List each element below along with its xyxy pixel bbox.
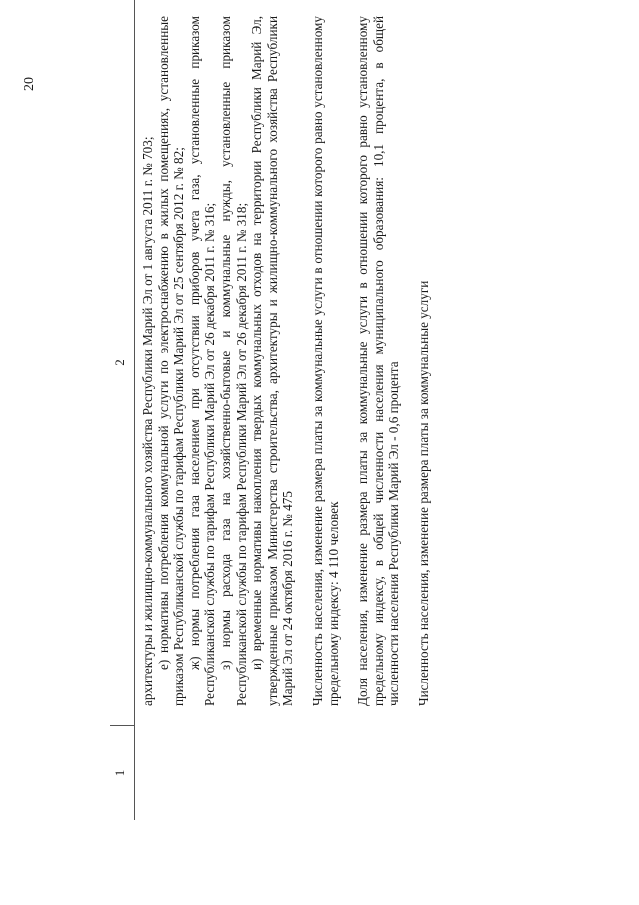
table-body — [110, 0, 639, 820]
paragraph-gas-norms: ж) нормы потребления газа населением при отсутствии приборов учета газа, установленные приказом Республиканской службы по тарифам Республики Марий Эл от 26 декабря 2011 г. № 316; — [186, 16, 218, 706]
paragraph-population-count: Численность населения, изменение размера платы за коммунальные услуги в отношении которого равно установленному предельному индексу: 4 110 человек — [309, 16, 341, 706]
page-number: 20 — [22, 77, 37, 91]
table-header-row — [110, 0, 135, 820]
column-divider — [110, 725, 134, 726]
paragraph-architecture: архитектуры и жилищно-коммунального хозяйства Республики Марий Эл от 1 августа 2011 г. № 703; — [140, 136, 155, 706]
document-sheet — [110, 0, 639, 820]
column-header-1: 1 — [112, 769, 127, 777]
paragraph-population-count-continued: Численность населения, изменение размера платы за коммунальные услуги — [415, 280, 431, 706]
paragraph-waste-norms: и) временные нормативы накопления твердых коммунальных отходов на территории Республики Марий Эл, утвержденные приказом Министерства строительства, архитектуры и жилищно-коммунального хозяйства Республики Марий Эл от 24 октября 2016 г. № 475 — [249, 16, 296, 706]
paragraph-population-share: Доля населения, изменение размера платы за коммунальные услуги в отношении которого равно установленному предельному индексу, в общей численности населения муниципального образования: 10,1 процента, в общей численности населения Республики Марий Эл - 0,6 процента — [355, 16, 402, 706]
column-header-2: 2 — [112, 359, 127, 366]
column-2-content — [140, 16, 432, 706]
paragraph-electricity-norms: е) нормативы потребления коммунальной услуги по электроснабжению в жилых помещениях, установленные приказом Республиканской службы по тарифам Республики Марий Эл от 25 сентября 2012 г. № 82; — [155, 16, 187, 706]
paragraph-gas-household-norms: з) нормы расхода газа на хозяйственно-бытовые и коммунальные нужды, установленные приказом Республиканской службы по тарифам Республики Марий Эл от 26 декабря 2011 г. № 318; — [217, 16, 249, 706]
